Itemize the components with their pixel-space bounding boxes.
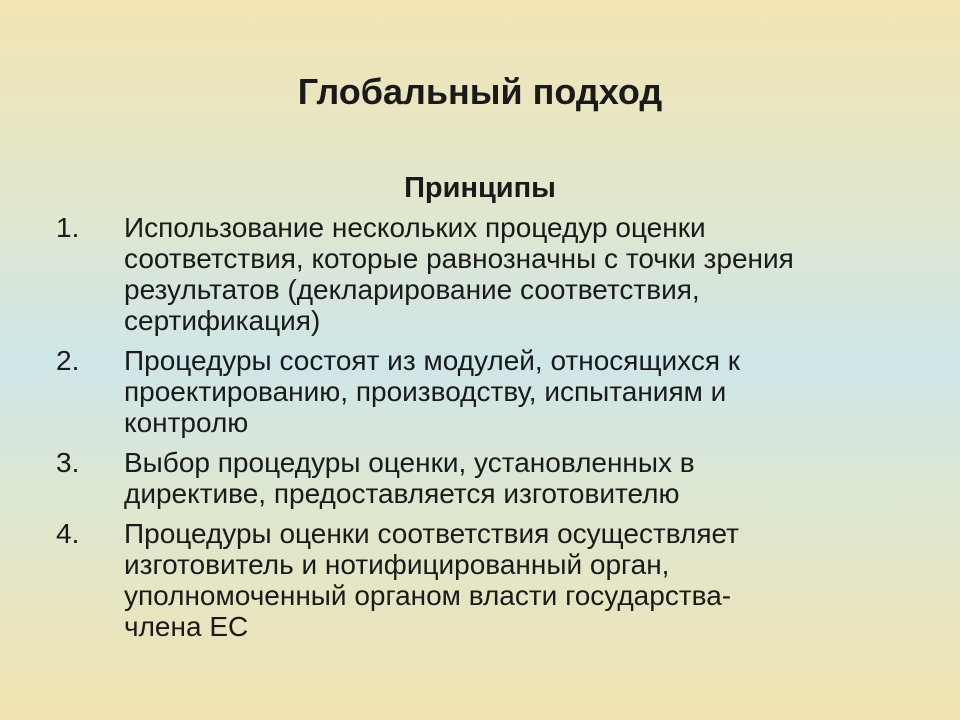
list-item-line: Выбор процедуры оценки, установленных в <box>124 447 695 478</box>
list-item-text <box>124 345 886 438</box>
list-item-line: Процедуры оценки соответствия осуществляет <box>124 518 740 549</box>
list-item-line: Процедуры состоят из модулей, относящихся к <box>124 345 741 376</box>
list-item-number: 3. <box>56 447 80 478</box>
list-item-line: соответствия, которые равнозначны с точки зрения <box>124 243 794 274</box>
list-item-line: проектированию, производству, испытаниям и <box>124 376 727 407</box>
list-item-number: 2. <box>56 345 80 376</box>
principles-list <box>56 212 886 651</box>
slide-subtitle: Принципы <box>404 172 556 204</box>
list-item-text <box>124 212 886 336</box>
list-item-line: Использование нескольких процедур оценки <box>124 212 706 243</box>
list-item-text <box>124 518 886 642</box>
list-item-line: изготовитель и нотифицированный орган, <box>124 549 670 580</box>
list-item-number: 1. <box>56 212 80 243</box>
list-item <box>56 518 886 642</box>
list-item-number: 4. <box>56 518 80 549</box>
slide-title: Глобальный подход <box>297 71 663 112</box>
list-item <box>56 345 886 438</box>
list-item-text <box>124 447 886 509</box>
list-item-line: сертификация) <box>124 305 321 336</box>
list-item <box>56 212 886 336</box>
list-item-line: уполномоченный органом власти государства- <box>124 580 732 611</box>
list-item <box>56 447 886 509</box>
list-item-line: директиве, предоставляется изготовителю <box>124 478 680 509</box>
list-item-line: результатов (декларирование соответствия, <box>124 274 700 305</box>
list-item-line: члена ЕС <box>124 611 249 642</box>
list-item-line: контролю <box>124 407 249 438</box>
